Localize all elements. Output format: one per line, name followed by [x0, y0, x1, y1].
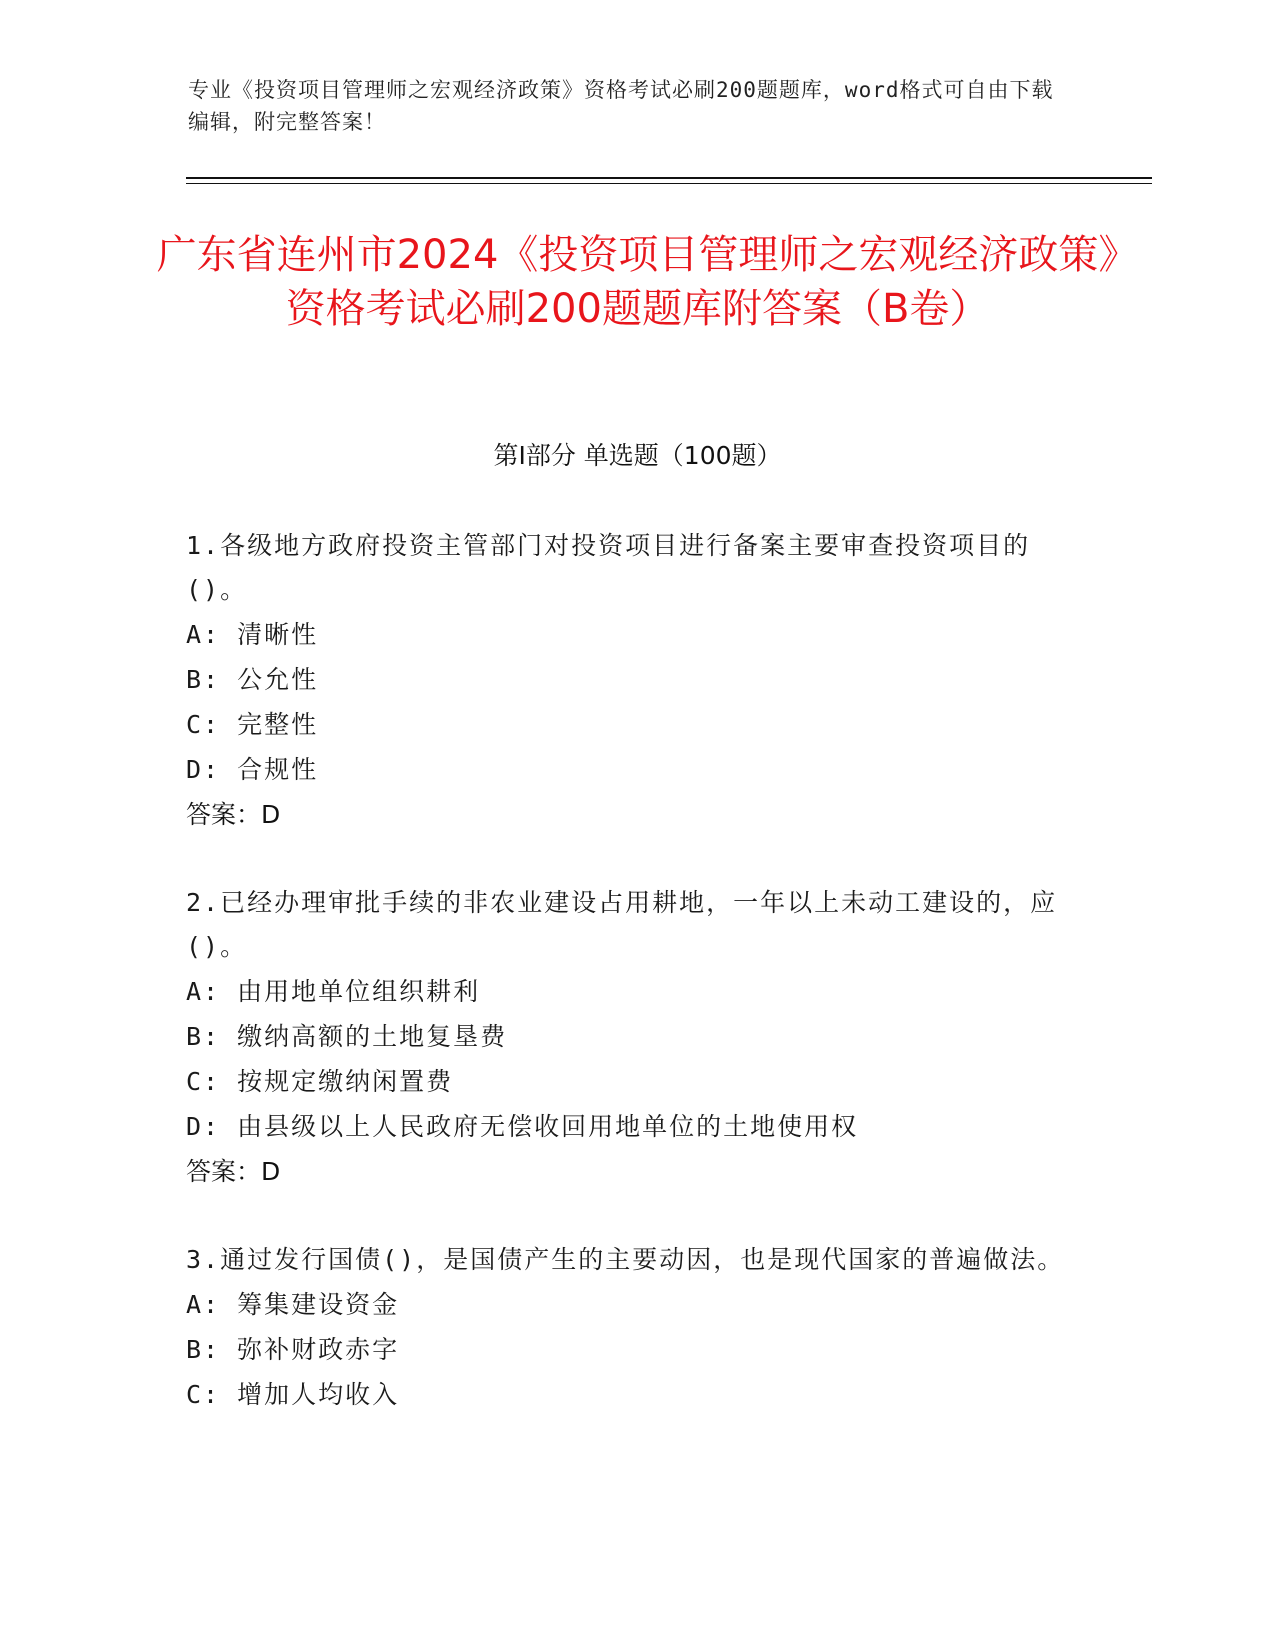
option-c: C: 增加人均收入 [186, 1380, 400, 1409]
header-divider-thick [186, 177, 1152, 179]
question-stem: 2.已经办理审批手续的非农业建设占用耕地，一年以上未动工建设的，应()。 [186, 888, 1058, 961]
option-d: D: 合规性 [186, 755, 319, 784]
option-a: A: 筹集建设资金 [186, 1290, 400, 1319]
question-2 [186, 881, 1066, 1194]
answer: 答案：D [186, 1157, 281, 1186]
option-a: A: 由用地单位组织耕利 [186, 977, 481, 1006]
header-divider-thin [186, 183, 1152, 184]
option-d: D: 由县级以上人民政府无偿收回用地单位的土地使用权 [186, 1112, 859, 1141]
option-b: B: 公允性 [186, 665, 319, 694]
section-title: 第Ⅰ部分 单选题（100题） [493, 441, 782, 470]
option-c: C: 按规定缴纳闲置费 [186, 1067, 454, 1096]
option-b: B: 弥补财政赤字 [186, 1335, 400, 1364]
question-stem: 1.各级地方政府投资主管部门对投资项目进行备案主要审查投资项目的()。 [186, 531, 1031, 604]
question-3 [186, 1238, 1066, 1417]
option-b: B: 缴纳高额的土地复垦费 [186, 1022, 508, 1051]
option-c: C: 完整性 [186, 710, 319, 739]
question-list [186, 524, 1066, 1461]
question-stem: 3.通过发行国债()，是国债产生的主要动因，也是现代国家的普遍做法。 [186, 1245, 1065, 1274]
option-a: A: 清晰性 [186, 620, 319, 649]
document-title: 广东省连州市2024《投资项目管理师之宏观经济政策》资格考试必刷200题题库附答案（B卷） [156, 232, 1119, 332]
answer: 答案：D [186, 800, 281, 829]
header-note: 专业《投资项目管理师之宏观经济政策》资格考试必刷200题题库，word格式可自由下载编辑，附完整答案！ [188, 78, 1054, 134]
question-1 [186, 524, 1066, 837]
